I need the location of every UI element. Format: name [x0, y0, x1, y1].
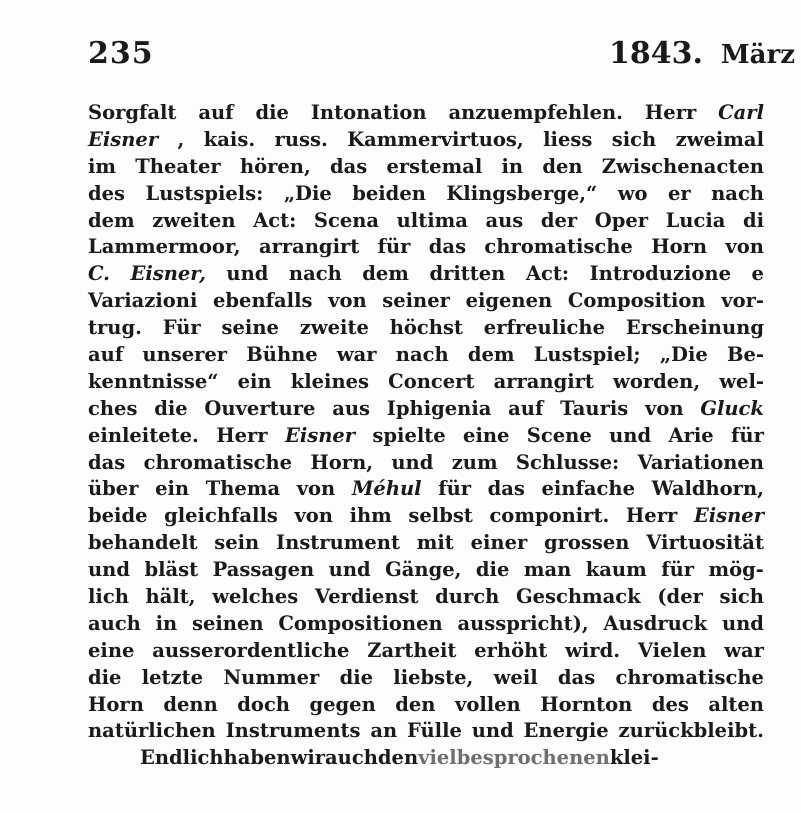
word: und — [391, 450, 434, 474]
word: seiner — [382, 289, 450, 313]
word: Sorgfalt — [88, 101, 177, 124]
text-line — [88, 315, 764, 342]
word: trug. — [88, 316, 142, 340]
word: erhöht — [474, 638, 548, 662]
word: Gänge, — [385, 558, 462, 582]
word: war — [724, 638, 764, 662]
word: Horn, — [310, 450, 374, 474]
word: höchst — [389, 316, 463, 340]
word: zurückbleibt. — [618, 719, 764, 743]
word: wird. — [565, 638, 621, 662]
word: durch — [435, 585, 500, 609]
text-line — [88, 342, 764, 369]
word: Lustspiels: — [145, 181, 264, 205]
word: behandelt — [88, 531, 198, 555]
word: Herr — [216, 423, 268, 447]
text-line — [88, 181, 764, 208]
word: erstemal — [386, 154, 483, 178]
word: Passagen — [212, 558, 315, 582]
word: (der — [657, 585, 703, 609]
word: vor- — [721, 289, 764, 313]
word: in — [155, 611, 178, 635]
word: chromatische — [143, 450, 293, 474]
word: der — [540, 208, 578, 232]
word: e — [751, 262, 764, 286]
word: zum — [451, 450, 498, 474]
word: nach — [395, 343, 449, 367]
word: und — [721, 611, 764, 635]
word: ausspricht), — [457, 611, 589, 635]
word: auch — [325, 746, 378, 770]
text-line — [88, 154, 764, 181]
word: Carl — [718, 101, 764, 124]
word: ausserordentliche — [152, 638, 350, 662]
text-line — [88, 127, 764, 154]
word: Theater — [135, 154, 221, 178]
word: ultima — [396, 208, 468, 232]
word: liebste, — [393, 665, 474, 689]
word: nach — [288, 262, 342, 286]
word: für — [438, 477, 472, 501]
text-line — [88, 584, 764, 611]
word: Endlich — [140, 746, 224, 770]
word: wel- — [719, 369, 764, 393]
word: eine — [88, 638, 135, 662]
word: in — [501, 154, 524, 178]
word: eigenen — [465, 289, 553, 313]
word: hören, — [239, 154, 311, 178]
word: Hornton — [540, 692, 633, 716]
word: dem — [467, 343, 515, 367]
text-line — [88, 718, 764, 745]
word: liess — [543, 127, 593, 151]
word: von — [296, 477, 336, 501]
word: anzuempfehlen. — [448, 101, 623, 124]
word: Composition — [567, 289, 706, 313]
word: Gluck — [700, 396, 764, 420]
word: Scene — [526, 423, 592, 447]
word: zweimal — [675, 127, 764, 151]
text-line — [88, 638, 764, 665]
word: Intonation — [310, 101, 427, 124]
word: ein — [237, 369, 272, 393]
text-line — [88, 450, 764, 477]
text-line — [88, 692, 764, 719]
word: kleines — [290, 369, 370, 393]
text-line — [88, 234, 764, 261]
word: im — [88, 154, 117, 178]
text-line — [88, 288, 764, 315]
word: gleichfalls — [164, 504, 278, 528]
text-line — [88, 611, 764, 638]
word: und — [471, 719, 514, 743]
word: Horn — [88, 692, 144, 716]
word: Fülle — [406, 719, 462, 743]
word: sich — [611, 127, 657, 151]
text-line — [88, 423, 764, 450]
word: „Die — [659, 343, 708, 367]
word: aus — [332, 396, 371, 420]
word: welches — [212, 585, 299, 609]
word: dritten — [429, 262, 506, 286]
word: Concert — [388, 369, 475, 393]
word: das — [487, 477, 525, 501]
word: lich — [88, 585, 129, 609]
word: Erscheinung — [625, 316, 764, 340]
text-line — [88, 476, 764, 503]
word: die — [475, 558, 510, 582]
word: an — [370, 719, 398, 743]
word: von — [328, 289, 367, 313]
word: für — [377, 235, 411, 259]
word: Horn — [651, 235, 708, 259]
word: Lucia — [665, 208, 726, 232]
word: C. — [88, 262, 110, 286]
text-line — [88, 665, 764, 692]
word: den — [542, 154, 583, 178]
word: vollen — [454, 692, 521, 716]
word: den — [395, 692, 436, 716]
word: das — [88, 450, 126, 474]
word: auf — [88, 343, 124, 367]
word: letzte — [141, 665, 204, 689]
text-line — [88, 557, 764, 584]
word: chromatische — [484, 235, 633, 259]
word: und — [88, 558, 130, 582]
word: Geschmack — [515, 585, 641, 609]
running-head — [609, 36, 795, 71]
word: Scena — [313, 208, 380, 232]
word: Oper — [594, 208, 649, 232]
word: war — [336, 343, 377, 367]
word: Kammervirtuos, — [347, 127, 524, 151]
word: unserer — [142, 343, 228, 367]
word: Act: — [253, 208, 297, 232]
text-line — [88, 396, 764, 423]
word: Lammermoor, — [88, 235, 241, 259]
word: Zwischenacten — [601, 154, 764, 178]
word: über — [88, 477, 139, 501]
word: Méhul — [351, 477, 422, 501]
word: Instrument — [276, 531, 400, 555]
word: dem — [88, 208, 135, 232]
word: seine — [221, 316, 279, 340]
text-line — [88, 208, 764, 235]
word: di — [742, 208, 764, 232]
word: „Die — [283, 181, 332, 205]
word: auf — [198, 101, 234, 124]
word: Iphigenia — [386, 396, 492, 420]
word: ein — [155, 477, 190, 501]
word: Bühne — [246, 343, 318, 367]
word: Ausdruck — [603, 611, 708, 635]
word: grossen — [544, 531, 630, 555]
word: wo — [617, 181, 648, 205]
word: Zartheit — [367, 638, 457, 662]
word: Introduzione — [589, 262, 732, 286]
word: Thema — [205, 477, 281, 501]
word: Variazioni — [88, 289, 198, 313]
word: das — [330, 154, 368, 178]
word: Schlusse: — [515, 450, 620, 474]
word: von — [294, 504, 333, 528]
word: Ouverture — [204, 396, 316, 420]
word: bläst — [144, 558, 199, 582]
word: klei- — [609, 746, 659, 770]
word: und — [328, 558, 371, 582]
word: ebenfalls — [213, 289, 313, 313]
word: Arie — [668, 423, 714, 447]
word: chromatische — [615, 665, 764, 689]
body-text — [88, 100, 764, 772]
header-month: März — [720, 40, 795, 70]
word: zweite — [299, 316, 369, 340]
word: des — [651, 692, 689, 716]
word: Nummer — [223, 665, 320, 689]
word: die — [255, 101, 289, 124]
word: mög- — [708, 558, 764, 582]
word: einleitete. — [88, 423, 199, 447]
word: russ. — [274, 127, 328, 151]
text-line — [88, 369, 764, 396]
word: Compositionen — [278, 611, 443, 635]
word: Herr — [625, 504, 678, 528]
word: man — [523, 558, 572, 582]
word: auch — [88, 611, 141, 635]
word: Eisner — [284, 423, 356, 447]
word: seinen — [192, 611, 264, 635]
page-number: 235 — [88, 36, 154, 71]
word: einer — [470, 531, 528, 555]
word: denn — [163, 692, 218, 716]
word: aus — [485, 208, 524, 232]
text-line — [88, 100, 764, 127]
word: das — [557, 665, 596, 689]
word: zweiten — [152, 208, 236, 232]
word: gegen — [309, 692, 376, 716]
word: Be- — [726, 343, 764, 367]
word: mit — [416, 531, 454, 555]
word: er — [667, 181, 691, 205]
word: Herr — [644, 101, 697, 124]
word: sich — [719, 585, 764, 609]
text-line — [88, 745, 764, 772]
word: weil — [493, 665, 538, 689]
word: alten — [708, 692, 764, 716]
word: Eisner, — [130, 262, 206, 286]
word: Verdienst — [314, 585, 419, 609]
header-year: 1843. — [608, 36, 703, 71]
word: ihm — [349, 504, 392, 528]
word: sein — [214, 531, 260, 555]
word: Vielen — [637, 638, 707, 662]
word: Eisner — [88, 127, 159, 151]
word: Energie — [523, 719, 609, 743]
word: den — [377, 746, 419, 770]
word: kaum — [585, 558, 647, 582]
word: kais. — [203, 127, 256, 151]
word: , — [177, 127, 185, 151]
word: von — [645, 396, 684, 420]
word: Instruments — [225, 719, 361, 743]
word: Act: — [525, 262, 570, 286]
word: nach — [711, 181, 764, 205]
word: haben — [223, 746, 291, 770]
word: vielbesprochenen — [418, 746, 610, 770]
word: das — [428, 235, 467, 259]
page-header — [88, 36, 795, 76]
word: erfreuliche — [483, 316, 605, 340]
word: selbst — [408, 504, 473, 528]
word: einfache — [541, 477, 635, 501]
word: arrangirt — [258, 235, 360, 259]
word: die — [88, 665, 122, 689]
word: auf — [508, 396, 544, 420]
word: für — [661, 558, 695, 582]
word: Waldhorn, — [651, 477, 764, 501]
word: worden, — [613, 369, 701, 393]
word: kenntnisse“ — [88, 369, 219, 393]
text-line — [88, 261, 764, 288]
word: für — [731, 423, 764, 447]
word: beiden — [352, 181, 426, 205]
word: die — [154, 396, 188, 420]
word: beide — [88, 504, 148, 528]
word: Klingsberge,“ — [446, 181, 598, 205]
word: Eisner — [693, 504, 764, 528]
word: doch — [237, 692, 290, 716]
word: die — [339, 665, 374, 689]
word: dem — [362, 262, 409, 286]
text-line — [88, 503, 764, 530]
word: componirt. — [489, 504, 610, 528]
word: spielte — [372, 423, 446, 447]
word: von — [725, 235, 764, 259]
word: eine — [463, 423, 510, 447]
word: Virtuosität — [646, 531, 764, 555]
word: arrangirt — [493, 369, 594, 393]
word: Variationen — [637, 450, 764, 474]
word: Tauris — [560, 396, 629, 420]
word: wir — [290, 746, 326, 770]
word: und — [226, 262, 269, 286]
word: natürlichen — [88, 719, 216, 743]
word: Für — [162, 316, 201, 340]
word: hält, — [145, 585, 196, 609]
word: ches — [88, 396, 138, 420]
word: und — [609, 423, 652, 447]
word: des — [88, 181, 126, 205]
word: Lustspiel; — [533, 343, 641, 367]
text-line — [88, 530, 764, 557]
